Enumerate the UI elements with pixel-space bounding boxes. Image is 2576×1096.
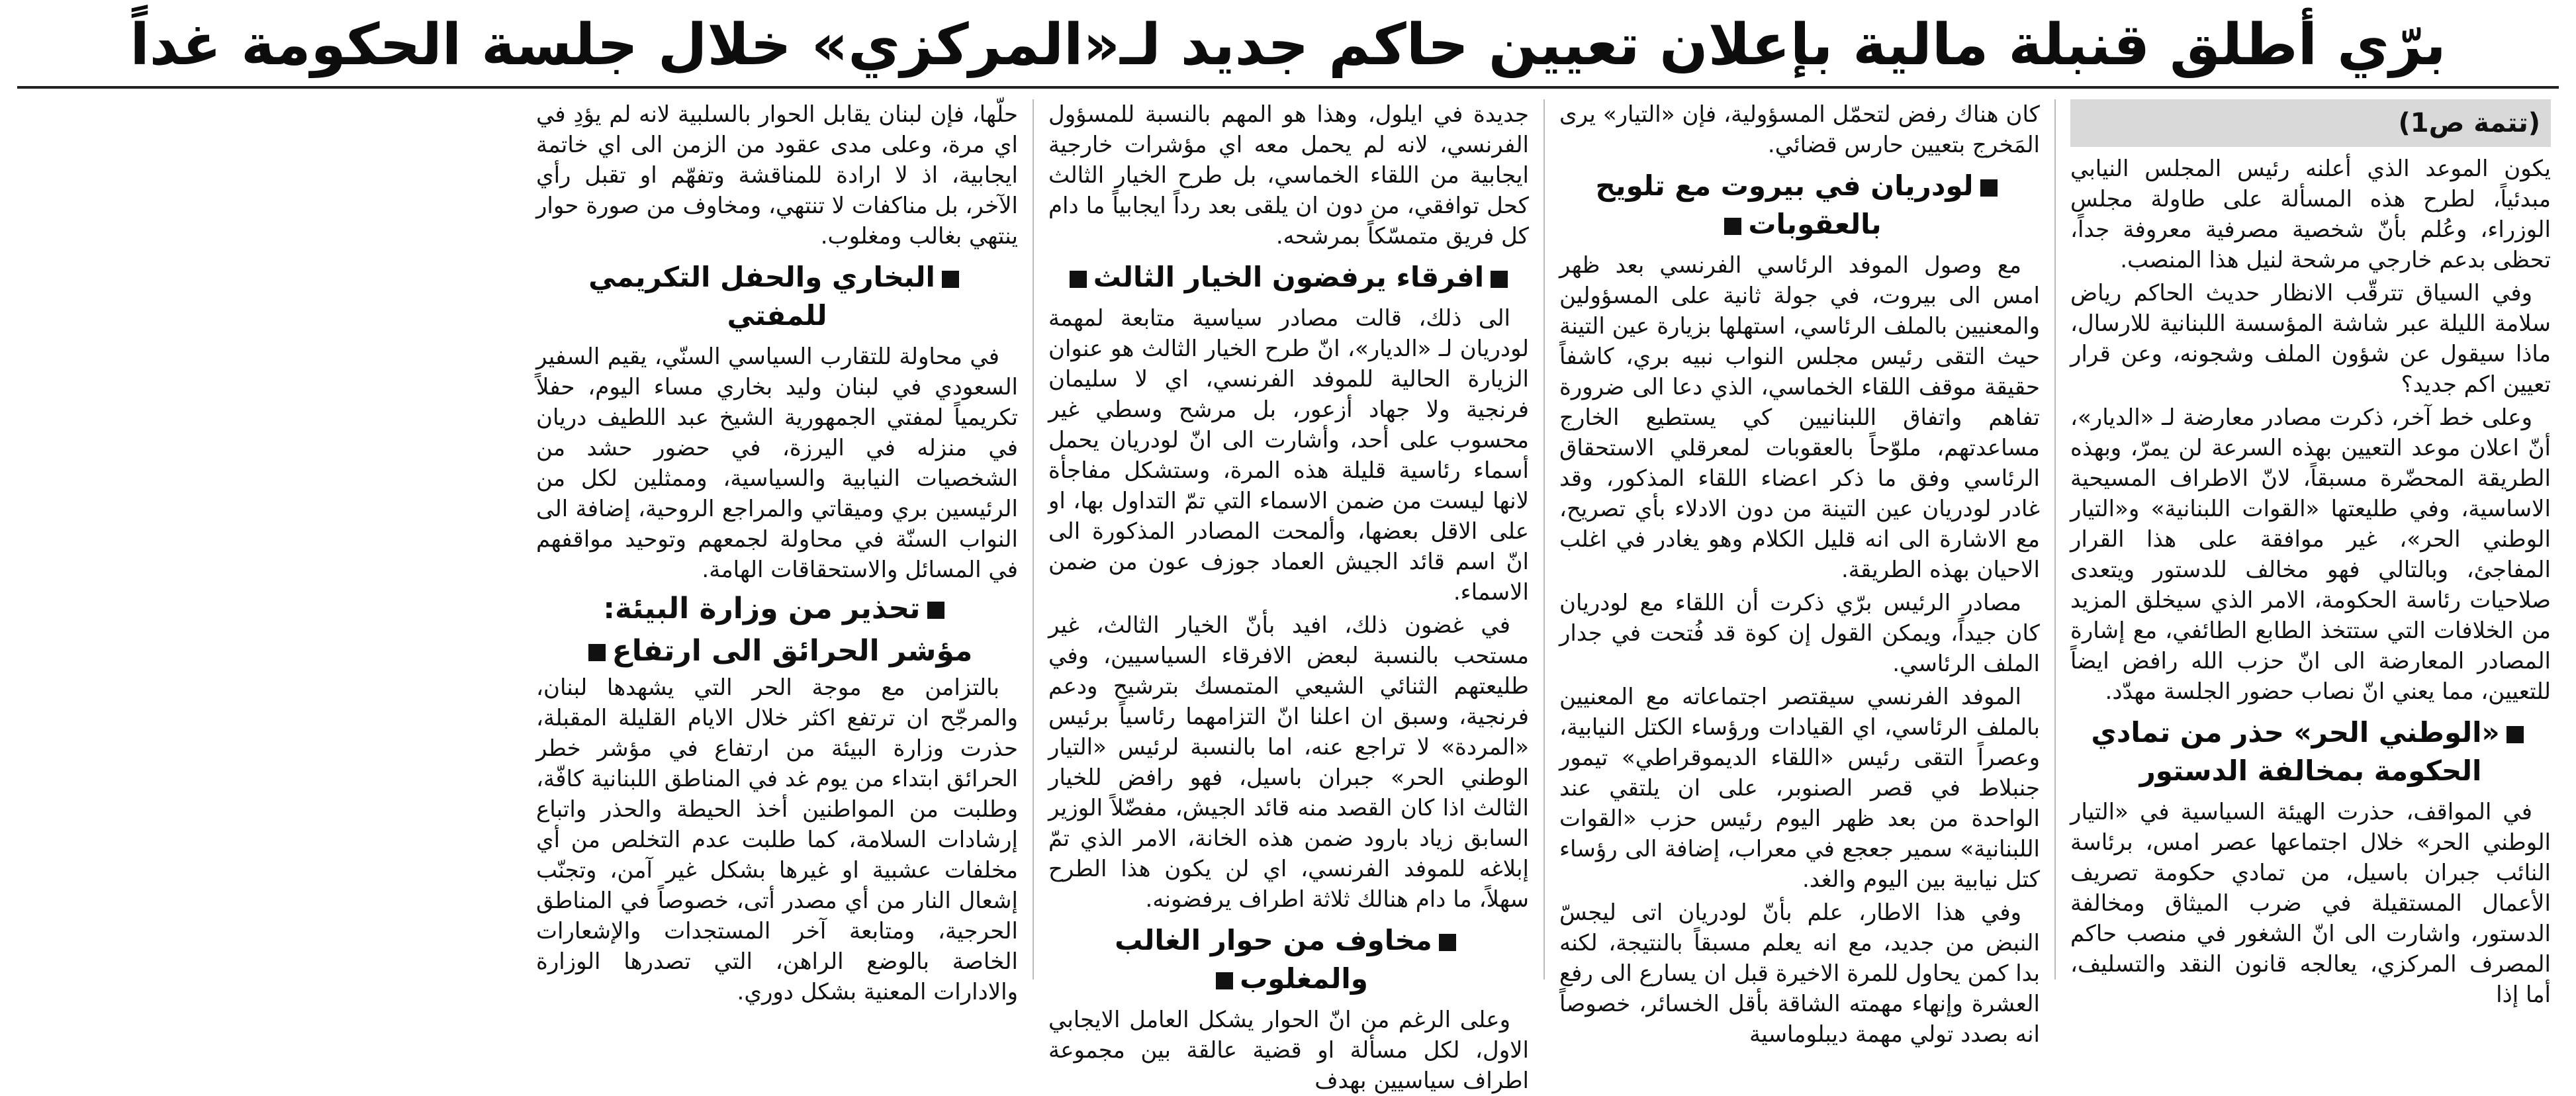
col1-paragraph-2: وفي السياق تترقّب الانظار حديث الحاكم رياض سلامة الليلة عبر شاشة المؤسسة اللبنانية للارسال، ماذا سيقول عن شؤون الملف وشجونه، وعن قرار تعيين اكم جديد؟ (2070, 280, 2551, 398)
col1-paragraph-3: وعلى خط آخر، ذكرت مصادر معارضة لـ «الديار»، أنّ اعلان موعد التعيين بهذه السرعة لن يمرّ، وبهذه الطريقة المحضّرة مسبقاً، لانّ الاطراف المسيحية الاساسية، وفي طليعتها «القوات اللبنانية» و«التيار الوطني الحر»، غير موافقة على هذا القرار المفاجئ، وبالتالي فهو مخالف للدستور ويتعدى صلاحيات رئاسة الحكومة، الامر الذي سيخلق المزيد من الخلافات التي ستتخذ الطابع الطائفي، مع إشارة المصادر المعارضة الى انّ حزب الله رافض ايضاً للتعيين، مما يعني انّ نصاب حضور الجلسة مهدّد. (2070, 404, 2551, 705)
col2-paragraph-4: الموفد الفرنسي سيقتصر اجتماعاته مع المعنيين بالملف الرئاسي، اي القيادات ورؤساء الكتل النيابية، وعصراً التقى رئيس «اللقاء الديموقراطي» تيمور جنبلاط في قصر الصنوبر، على ان يلتقي عند الواحدة من بعد ظهر اليوم رئيس حزب «القوات اللبنانية» سمير جعجع في معراب، إضافة الى رؤساء كتل نيابية بين اليوم والغد. (1559, 684, 2040, 893)
col2-paragraph-1: كان هناك رفض لتحمّل المسؤولية، فإن «التيار» يرى المَخرج بتعيين حارس قضائي. (1559, 101, 2040, 158)
square-bullet-icon (588, 644, 606, 661)
col3-subheading-2 (1048, 921, 1529, 998)
col2-paragraph-2: مع وصول الموفد الرئاسي الفرنسي بعد ظهر امس الى بيروت، في جولة ثانية على المسؤولين والمعنيين بالملف الرئاسي، استهلها بزيارة عين التينة حيث التقى رئيس مجلس النواب نبيه بري، كاشفاً حقيقة موقف اللقاء الخماسي، الذي دعا الى ضرورة تفاهم واتفاق اللبنانيين كي يستطيع الخارج مساعدتهم، ملوّحاً بالعقوبات لمعرقلي الاستحقاق الرئاسي وفق ما ذكر اعضاء اللقاء المذكور، وقد غادر لودريان عين التينة من دون الادلاء بأي تصريح، مع الاشارة الى انه قليل الكلام وهو يغادر في اغلب الاحيان بهذه الطريقة. (1559, 252, 2040, 583)
square-bullet-icon (1070, 271, 1087, 288)
col3-paragraph-1: جديدة في ايلول، وهذا هو المهم بالنسبة للمسؤول الفرنسي، لانه لم يحمل معه اي مؤشرات خارجية ايجابية من اللقاء الخماسي، بل طرح الخيار الثالث كحل توافقي، من دون ان يلقى بعد رداً ايجابياً ما دام كل فريق متمسّكاً بمرشحه. (1048, 101, 1529, 250)
col4-paragraph-1: حلّها، فإن لبنان يقابل الحوار بالسلبية لانه لم يؤدِ في اي مرة، وعلى مدى عقود من الزمن الى اي خاتمة ايجابية، اذ لا ارادة للمناقشة وتفهّم او تقبل رأي الآخر، بل مناكفات لا تنتهي، ومخاوف من صورة حوار ينتهي بغالب ومغلوب. (535, 101, 1018, 250)
col3-paragraph-2: الى ذلك، قالت مصادر سياسية متابعة لمهمة لودريان لـ «الديار»، انّ طرح الخيار الثالث هو عنوان الزيارة الحالية للموفد الفرنسي، اي لا سليمان فرنجية ولا جهاد أزعور، بل مرشح وسطي غير محسوب على أحد، وأشارت الى انّ لودريان يحمل أسماء رئاسية قليلة هذه المرة، وستشكل مفاجأة لانها ليست من ضمن الاسماء التي تمّ التداول بها، او على الاقل بعضها، وألمحت المصادر المذكورة الى انّ اسم قائد الجيش العماد جوزف عون من ضمن الاسماء. (1048, 305, 1529, 606)
square-bullet-icon (1980, 179, 1998, 197)
square-bullet-icon (1439, 934, 1456, 951)
continued-label: (تتمة ص1) (2070, 99, 2551, 147)
column-2 (1543, 99, 2054, 1048)
col2-subheading (1559, 167, 2040, 244)
col1-paragraph-1: يكون الموعد الذي أعلنه رئيس المجلس النيابي مبدئياً، لطرح هذه المسألة على طاولة مجلس الوزراء، وعُلم بأنّ شخصية مصرفية معروفة جداً، تحظى بدعم خارجي مرشحة لنيل هذا المنصب. (2070, 156, 2551, 273)
col4-subheading-2a (536, 590, 1018, 627)
col4-subheading-1 (536, 258, 1018, 335)
col4-subheading-1-text: البخاري والحفل التكريمي للمفتي (588, 261, 935, 332)
page-headline: برّي أطلق قنبلة مالية بإعلان تعيين حاكم جديد لـ«المركزي» خلال جلسة الحكومة غداً (17, 4, 2559, 89)
square-bullet-icon (942, 271, 959, 288)
col2-paragraph-5: وفي هذا الاطار، علم بأنّ لودريان اتى ليجسّ النبض من جديد، مع انه يعلم مسبقاً بالنتيجة، لكنه بدا كمن يحاول للمرة الاخيرة قبل ان يسارع الى رفع العشرة وإنهاء مهمته الشاقة بأقل الخسائر، خصوصاً انه بصدد تولي مهمة ديبلوماسية (1559, 899, 2040, 1048)
col3-paragraph-3: في غضون ذلك، افيد بأنّ الخيار الثالث، غير مستحب بالنسبة لبعض الافرقاء السياسيين، وفي طليعتهم الثنائي الشيعي المتمسك بترشيح ودعم فرنجية، وسبق ان اعلنا انّ التزامهما رئاسياً برئيس «المردة» لا تراجع عنه، اما بالنسبة لرئيس «التيار الوطني الحر» جبران باسيل، فهو رافض للخيار الثالث اذا كان القصد منه قائد الجيش، مفضّلاً الوزير السابق زياد بارود ضمن هذه الخانة، الامر الذي تمّ إبلاغه للموفد الفرنسي، اي لن يكون هذا الطرح سهلاً، ما دام هنالك ثلاثة اطراف يرفضونه. (1048, 612, 1529, 913)
column-4 (522, 99, 1033, 1005)
column-1 (2054, 99, 2565, 1008)
col2-paragraph-3: مصادر الرئيس برّي ذكرت أن اللقاء مع لودريان كان جيداً، ويمكن القول إن كوة قد فُتحت في جدار الملف الرئاسي. (1559, 590, 2040, 677)
col3-subheading-2-text: مخاوف من حوار الغالب والمغلوب (1115, 924, 1432, 995)
col4-subheading-2a-text: تحذير من وزارة البيئة: (603, 592, 921, 625)
col4-subheading-2b (536, 633, 1018, 670)
column-3 (1033, 99, 1543, 1094)
col3-subheading-1-text: افرقاء يرفضون الخيار الثالث (1093, 261, 1485, 293)
square-bullet-icon (1216, 972, 1233, 989)
article-columns (11, 99, 2565, 1094)
col1-paragraph-4: في المواقف، حذرت الهيئة السياسية في «التيار الوطني الحر» خلال اجتماعها عصر امس، برئاسة النائب جبران باسيل، من تمادي حكومة تصريف الأعمال المستقيلة في ضرب الميثاق ومخالفة الدستور، واشارت الى انّ الشغور في منصب حاكم المصرف المركزي، يعالجه قانون النقد والتسليف، أما إذا (2070, 799, 2551, 1008)
col2-subheading-text: لودريان في بيروت مع تلويح بالعقوبات (1595, 169, 1974, 240)
col3-subheading-1 (1048, 258, 1529, 297)
col3-paragraph-4: وعلى الرغم من انّ الحوار يشكل العامل الايجابي الاول، لكل مسألة او قضية عالقة بين مجموعة اطراف سياسيين بهدف (1048, 1007, 1529, 1094)
square-bullet-icon (2507, 726, 2524, 743)
square-bullet-icon (927, 602, 944, 619)
col4-paragraph-2: في محاولة للتقارب السياسي السنّي، يقيم السفير السعودي في لبنان وليد بخاري مساء اليوم، حفلاً تكريمياً لمفتي الجمهورية الشيخ عبد اللطيف دريان في منزله في اليرزة، في حضور حشد من الشخصيات النيابية والسياسية، وممثلين لكل من الرئيسين بري وميقاتي والمراجع الروحية، إضافة الى النواب السنّة في محاولة لجمعهم وتوحيد مواقفهم في المسائل والاستحقاقات الهامة. (536, 343, 1018, 583)
col1-subheading-text: «الوطني الحر» حذر من تمادي الحكومة بمخالفة الدستور (2091, 716, 2500, 787)
col4-paragraph-3: بالتزامن مع موجة الحر التي يشهدها لبنان، والمرجّح ان ترتفع اكثر خلال الايام القليلة المقبلة، حذرت وزارة البيئة من ارتفاع في مؤشر خطر الحرائق ابتداء من يوم غد في المناطق اللبنانية كافّة، وطلبت من المواطنين أخذ الحيطة والحذر واتباع إرشادات السلامة، كما طلبت عدم التخلص من أي مخلفات عشبية او غيرها بشكل غير آمن، وتجنّب إشعال النار من أي مصدر أتى، خصوصاً في المناطق الحرجية، ومتابعة آخر المستجدات والإشعارات الخاصة بالوضع الراهن، التي تصدرها الوزارة والادارات المعنية بشكل دوري. (536, 674, 1018, 1005)
square-bullet-icon (1724, 218, 1741, 235)
col1-subheading (2070, 713, 2551, 790)
square-bullet-icon (1491, 271, 1508, 288)
col4-subheading-2b-text: مؤشر الحرائق الى ارتفاع (612, 634, 973, 668)
